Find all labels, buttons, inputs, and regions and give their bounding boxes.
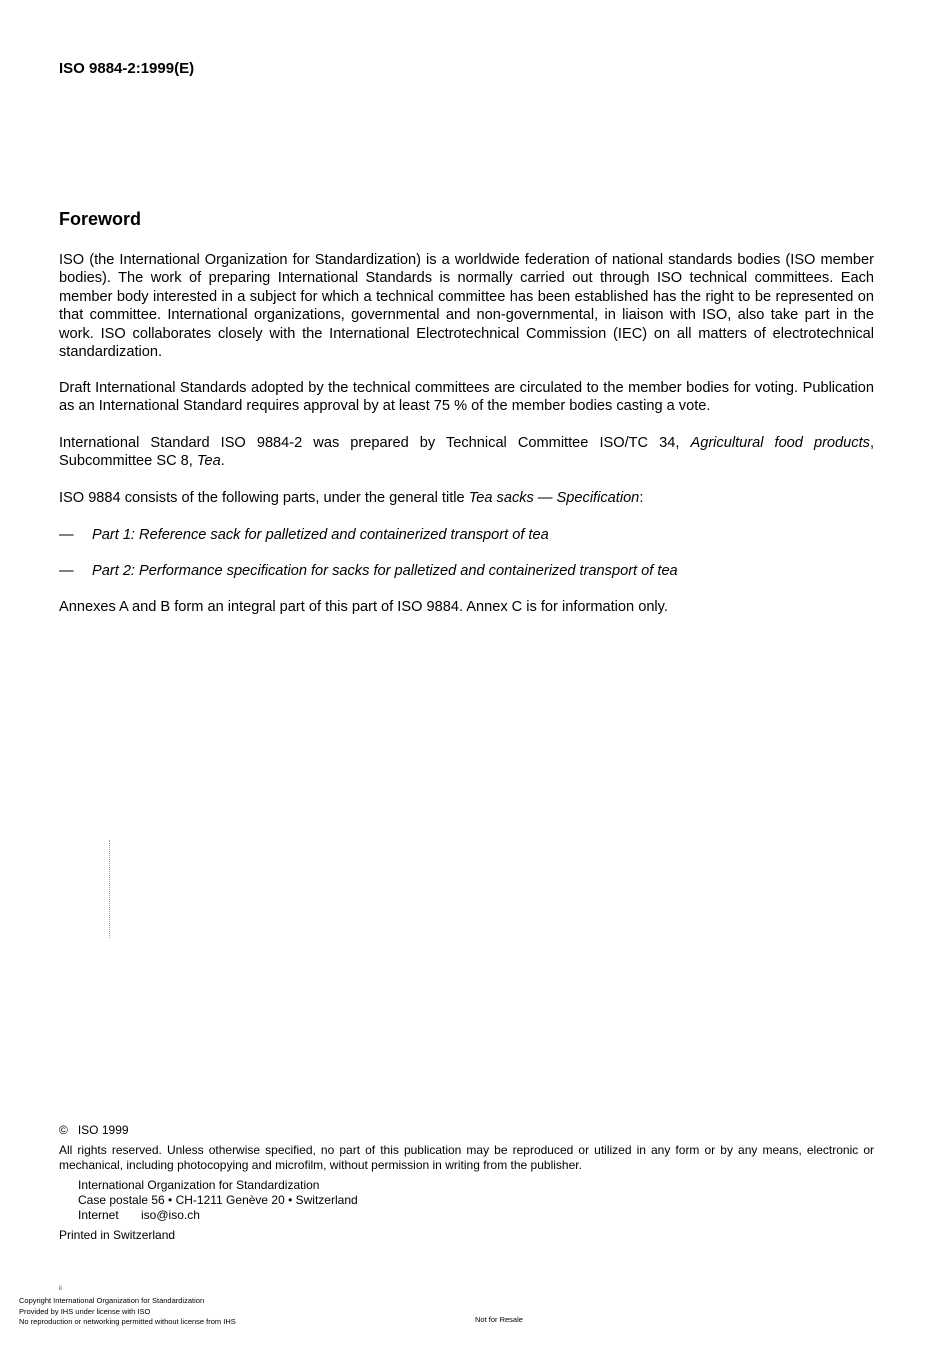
- internet-label: Internet: [78, 1208, 119, 1222]
- printed-in: Printed in Switzerland: [59, 1228, 176, 1242]
- foreword-paragraph-1: ISO (the International Organization for Standardization) is a worldwide federation of national standards bodies (ISO member bodies). The work of preparing International Standards is normally carried out through ISO technical committees. Each member body interested in a subject for which a technical committee has been established has the right to be represented on that committee. International organizations, governmental and non-governmental, in liaison with ISO, also take part in the work. ISO collaborates closely with the International Electrotechnical Commission (IEC) on all matters of electrotechnical standardization.: [59, 252, 874, 361]
- part-1-title: Part 1: Reference sack for palletized and containerized transport of tea: [92, 527, 549, 543]
- p4-text-c: :: [639, 490, 644, 506]
- internet-contact: [78, 1208, 358, 1223]
- license-footer: [19, 1296, 236, 1328]
- footer-line-2: Provided by IHS under license with ISO: [19, 1306, 151, 1316]
- foreword-paragraph-3: [59, 434, 874, 471]
- copyright-year: ISO 1999: [77, 1123, 129, 1137]
- foreword-title: Foreword: [59, 209, 142, 229]
- p3-text-e: .: [220, 453, 225, 470]
- foreword-paragraph-4: [59, 489, 874, 507]
- p4-text-a: ISO 9884 consists of the following parts, under the general title: [59, 490, 469, 506]
- page-number: ii: [59, 1286, 62, 1292]
- footer-line-3: No reproduction or networking permitted without license from IHS: [19, 1317, 236, 1326]
- rights-statement: All rights reserved. Unless otherwise specified, no part of this publication may be reproduced or utilized in any form or by any means, electronic or mechanical, including photocopying and microfilm, without permission in writing from the publisher.: [59, 1143, 874, 1172]
- p3-text-a: International Standard ISO 9884-2 was prepared by Technical Committee ISO/TC 34,: [59, 435, 691, 451]
- internet-email: iso@iso.ch: [141, 1208, 200, 1222]
- publisher-address: [78, 1178, 358, 1223]
- subcommittee-title: Tea: [196, 453, 221, 470]
- scan-artifact-dotted-line: [109, 840, 110, 938]
- copyright-icon: ©: [59, 1123, 68, 1137]
- footer-line-1: Copyright International Organization for Standardization: [19, 1296, 205, 1305]
- postal-address: Case postale 56 • CH-1211 Genève 20 • Switzerland: [78, 1193, 358, 1207]
- publisher-name: International Organization for Standardization: [78, 1178, 320, 1192]
- p3-text-c: , Subcommittee SC 8,: [59, 435, 874, 470]
- part-2-title: Part 2: Performance specification for sacks for palletized and containerized transport of tea: [92, 563, 678, 579]
- dash-bullet: —: [59, 563, 74, 579]
- copyright-line: [59, 1123, 129, 1137]
- foreword-paragraph-5: Annexes A and B form an integral part of this part of ISO 9884. Annex C is for information only.: [59, 599, 668, 615]
- not-for-resale: Not for Resale: [475, 1315, 523, 1324]
- document-id: ISO 9884-2:1999(E): [59, 60, 195, 77]
- general-title: Tea sacks — Specification: [468, 490, 640, 506]
- dash-bullet: —: [59, 527, 74, 543]
- committee-title: Agricultural food products: [690, 435, 870, 451]
- foreword-paragraph-2: Draft International Standards adopted by the technical committees are circulated to the member bodies for voting. Publication as an International Standard requires approval by at least 75 % of the member bodies casting a vote.: [59, 380, 874, 415]
